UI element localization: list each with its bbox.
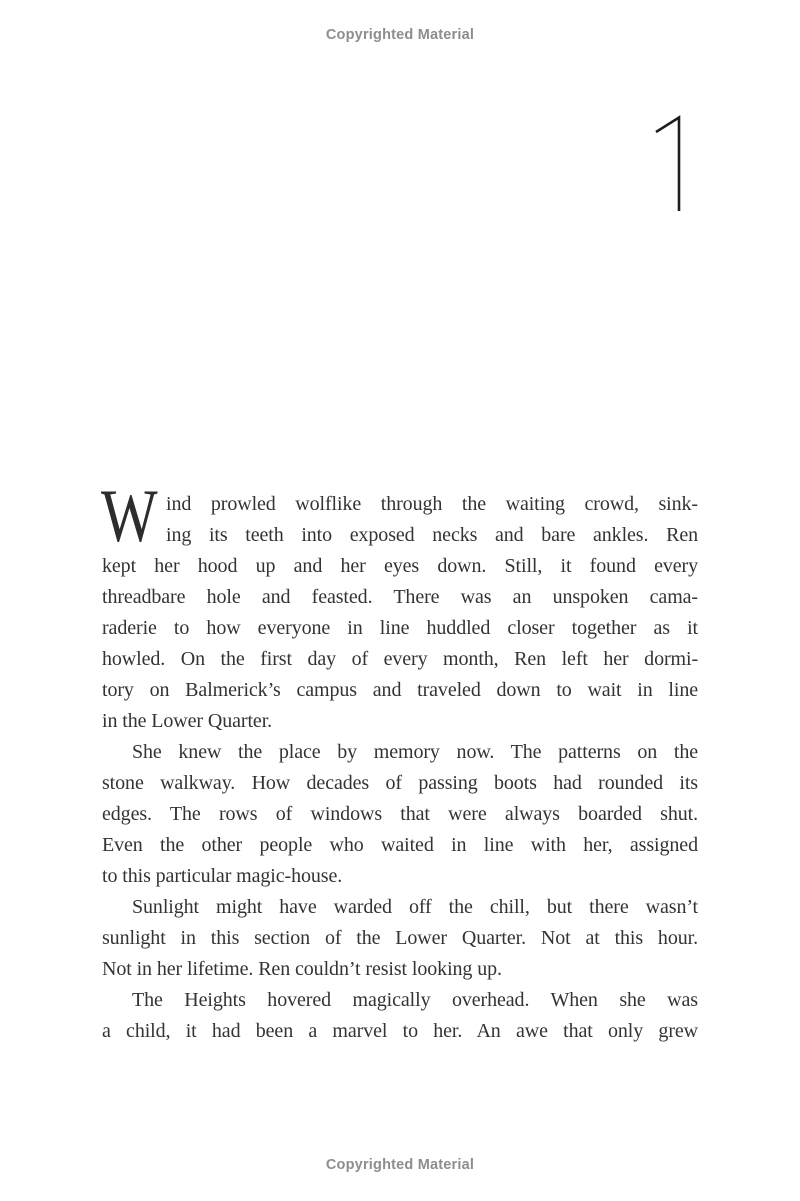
chapter-number: [654, 115, 684, 213]
copyright-notice-bottom: Copyrighted Material: [325, 1157, 475, 1173]
paragraph: [102, 985, 698, 1047]
text-line: She knew the place by memory now. The patterns on the: [132, 741, 698, 763]
text-line: in the Lower Quarter.: [102, 710, 273, 732]
copyright-notice-top: Copyrighted Material: [325, 27, 475, 43]
paragraph: [101, 475, 698, 737]
paragraph: [102, 737, 698, 892]
text-line: The Heights hovered magically overhead. When she was: [132, 989, 698, 1011]
drop-cap: W: [101, 475, 158, 558]
text-line: ing its teeth into exposed necks and bare ankles. Ren: [166, 524, 698, 546]
text-line: sunlight in this section of the Lower Quarter. Not at this hour.: [102, 927, 698, 949]
text-line: edges. The rows of windows that were always boarded shut.: [102, 803, 698, 825]
text-line: raderie to how everyone in line huddled closer together as it: [102, 617, 698, 639]
text-line: howled. On the first day of every month, Ren left her dormi-: [102, 648, 698, 670]
text-line: stone walkway. How decades of passing boots had rounded its: [102, 772, 698, 794]
text-line: ind prowled wolflike through the waiting crowd, sink-: [166, 493, 698, 515]
text-line: a child, it had been a marvel to her. An awe that only grew: [102, 1020, 698, 1042]
chapter-numeral-one-glyph: [654, 115, 684, 213]
text-line: kept her hood up and her eyes down. Still, it found every: [102, 555, 698, 577]
text-line: tory on Balmerick’s campus and traveled down to wait in line: [102, 679, 698, 701]
body-text: [101, 475, 698, 1047]
text-line: to this particular magic-house.: [102, 865, 343, 887]
text-line: Not in her lifetime. Ren couldn’t resist looking up.: [102, 958, 502, 980]
paragraph: [102, 892, 698, 985]
text-line: threadbare hole and feasted. There was an unspoken cama-: [102, 586, 698, 608]
text-line: Sunlight might have warded off the chill, but there wasn’t: [132, 896, 698, 918]
text-line: Even the other people who waited in line with her, assigned: [102, 834, 698, 856]
